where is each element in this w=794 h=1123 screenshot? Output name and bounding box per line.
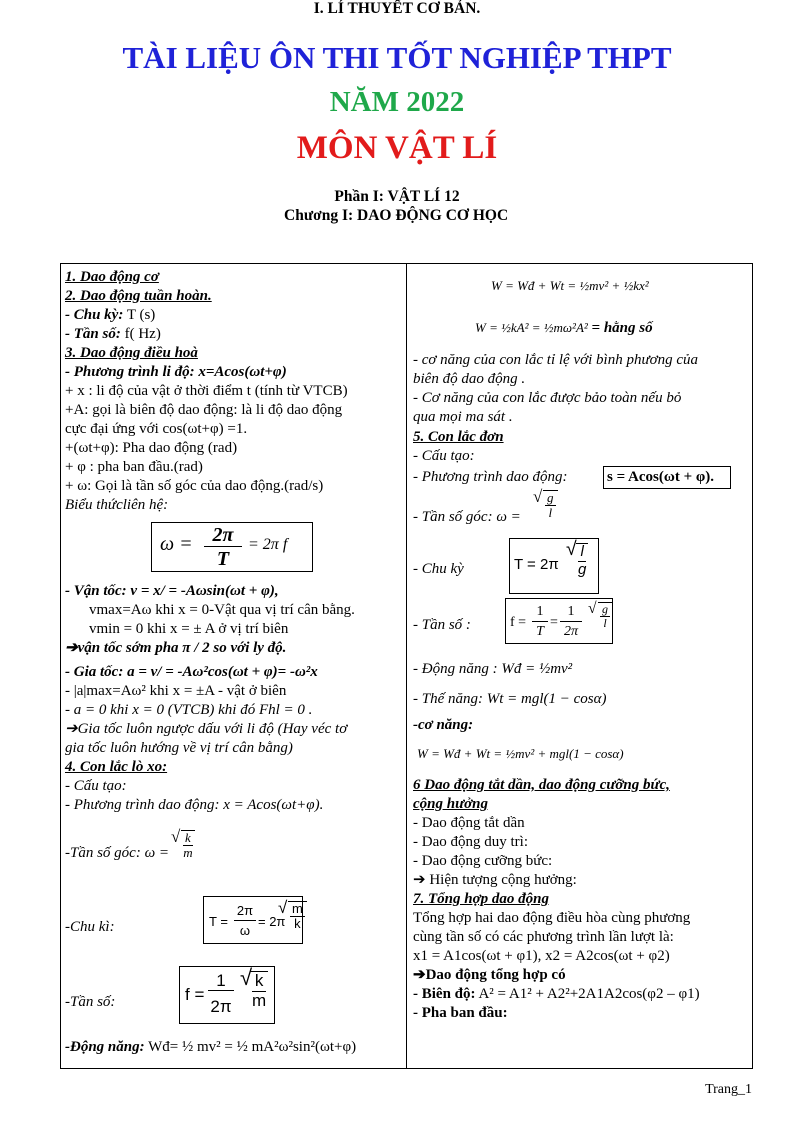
spring-kinetic-formula: Wđ= ½ mv² = ½ mA²ω²sin²(ωt+φ) (144, 1039, 357, 1055)
initial-phase-description: + φ : pha ban đầu.(rad) (65, 459, 203, 475)
chapter-heading: Chương I: DAO ĐỘNG CƠ HỌC (284, 207, 509, 224)
position-equation: - Phương trình li độ: x=Acos(ωt+φ) (65, 364, 287, 380)
subject-title: MÔN VẬT LÍ (296, 130, 498, 166)
pendulum-freq-l: l (603, 616, 607, 631)
spring-freq-den: 2π (210, 997, 232, 1016)
spring-freq-k: √ k (252, 972, 266, 992)
year-title: NĂM 2022 (329, 86, 465, 118)
omega-description: + ω: Gọi là tần số góc của dao động.(rad/s) (65, 478, 324, 494)
amplitude-line (413, 985, 700, 1004)
heading-6b: cộng hưởng (413, 796, 488, 812)
spring-kinetic-label: -Động năng: (65, 1039, 145, 1055)
heading-5: 5. Con lắc đơn (413, 429, 504, 445)
content-table (60, 263, 753, 1069)
omega-formula-rhs: = 2π f (248, 536, 288, 553)
heading-3: 3. Dao động điều hoà (65, 345, 198, 361)
energy-constant: = hằng số (587, 320, 653, 336)
damped-oscillation: - Dao động tắt dần (413, 815, 525, 831)
pendulum-freq-g: √ g (602, 602, 608, 616)
amplitude-label: - Biên độ: (413, 986, 476, 1002)
energy-note-4: qua mọi ma sát . (413, 409, 513, 425)
initial-phase-label: - Pha ban đầu: (413, 1005, 508, 1021)
spring-equation: - Phương trình dao động: x = Acos(ωt+φ). (65, 797, 324, 813)
document-title: TÀI LIỆU ÔN THI TỐT NGHIỆP THPT (122, 40, 672, 75)
pendulum-omega-l: l (548, 505, 553, 521)
pendulum-freq-one-2: 1 (560, 602, 582, 622)
sustained-oscillation: - Dao động duy trì: (413, 834, 528, 850)
omega-formula-den: T (216, 548, 230, 570)
spring-period-box (203, 896, 303, 944)
pendulum-freq-T: T (536, 624, 544, 639)
resonance: ➔ Hiện tượng cộng hưởng: (413, 872, 577, 888)
pendulum-omega-g: √ g (547, 490, 554, 505)
part-heading: Phần I: VẬT LÍ 12 (334, 188, 460, 205)
heading-1: 1. Dao động cơ (65, 269, 159, 285)
period-value: T (s) (123, 307, 156, 323)
omega-formula-box (151, 522, 313, 572)
x-description: + x : li độ của vật ở thời điểm t (tính từ VTCB) (65, 383, 348, 399)
heading-7: 7. Tổng hợp dao động (413, 891, 549, 907)
phase-description: +(ωt+φ): Pha dao động (rad) (65, 440, 238, 456)
spring-period-label: -Chu kì: (65, 919, 115, 935)
pendulum-equation-label: - Phương trình dao động: (413, 469, 568, 485)
superposition-text-1: Tổng hợp hai dao động điều hòa cùng phương (413, 910, 691, 926)
spring-omega-k: √ k (185, 830, 191, 845)
spring-omega-m: m (183, 845, 193, 861)
omega-formula-lhs: ω = (160, 533, 193, 555)
pendulum-freq-2pi: 2π (563, 624, 578, 639)
acceleration-line: - Gia tốc: a = v/ = -Aω²cos(ωt + φ)= -ω²x (65, 664, 318, 680)
pendulum-energy-label: -cơ năng: (413, 717, 474, 733)
spring-freq-box (179, 966, 275, 1024)
spring-freq-lhs: f = (185, 985, 205, 1004)
page-number: Trang_1 (705, 1082, 752, 1097)
vmax-line: vmax=Aω khi x = 0-Vật qua vị trí cân bằng. (89, 602, 355, 618)
amplitude-description-2: cực đại ứng với cos(ωt+φ) =1. (65, 421, 248, 437)
resultant-heading: ➔Dao động tổng hợp có (413, 967, 566, 983)
heading-6a: 6 Dao động tắt dần, dao động cưỡng bức, (413, 777, 670, 793)
vmin-line: vmin = 0 khi x = ± A ở vị trí biên (89, 621, 289, 637)
pendulum-structure: - Cấu tạo: (413, 448, 475, 464)
spring-freq-num: 1 (208, 971, 234, 991)
spring-period-mid: = 2π (258, 914, 286, 929)
spring-omega-label: -Tần số góc: ω = (65, 845, 170, 861)
pendulum-period-l: √ l (578, 544, 586, 562)
spring-omega-root (173, 830, 195, 861)
pendulum-freq-box (505, 598, 613, 644)
acceleration-note-1: ➔Gia tốc luôn ngược dấu với li độ (Hay véc tơ (65, 721, 348, 737)
omega-formula-num: 2π (204, 524, 242, 547)
amplitude-formula: A² = A1² + A2²+2A1A2cos(φ2 – φ1) (475, 986, 700, 1002)
pendulum-omega-label: - Tần số góc: ω = (413, 509, 521, 525)
pendulum-energy-formula: W = Wđ + Wt = ½mv² + mgl(1 − cosα) (417, 746, 624, 761)
superposition-equations: x1 = A1cos(ωt + φ1), x2 = A2cos(ωt + φ2) (413, 948, 670, 964)
energy-formula-2-expr: W = ½kA² = ½mω²A² (475, 320, 588, 335)
freq-line (65, 325, 161, 344)
section-heading: I. LÍ THUYẾT CƠ BẢN. (313, 0, 481, 17)
energy-note-1: - cơ năng của con lắc tỉ lệ với bình phương của (413, 352, 699, 368)
amplitude-description-1: +A: gọi là biên độ dao động: là li độ dao động (65, 402, 343, 418)
pendulum-period-lhs: T = 2π (514, 556, 559, 573)
velocity-lead-line: ➔vận tốc sớm pha π / 2 so với ly độ. (65, 640, 287, 656)
heading-2: 2. Dao động tuần hoàn. (65, 288, 212, 304)
pendulum-period-label: - Chu kỳ (413, 561, 464, 577)
energy-note-2: biên độ dao động . (413, 371, 526, 387)
pendulum-freq-lhs: f = (510, 615, 527, 630)
column-divider (406, 264, 407, 1068)
pendulum-equation-box: s = Acos(ωt + φ). (603, 466, 731, 489)
heading-4: 4. Con lắc lò xo: (65, 759, 168, 775)
spring-period-m: √ m (292, 901, 303, 916)
spring-period-lhs: T = (209, 914, 228, 929)
pendulum-kinetic: - Động năng : Wđ = ½mv² (413, 661, 573, 677)
acceleration-note-2: gia tốc luôn hướng về vị trí cân bằng) (65, 740, 293, 756)
pendulum-freq-label: - Tần số : (413, 617, 471, 633)
freq-label: - Tần số: (65, 326, 121, 342)
period-label: - Chu kỳ: (65, 307, 124, 323)
spring-structure: - Cấu tạo: (65, 778, 127, 794)
forced-oscillation: - Dao động cưỡng bức: (413, 853, 553, 869)
spring-freq-label: -Tần số: (65, 994, 116, 1010)
relation-label: Biểu thứcliên hệ: (65, 497, 169, 513)
pendulum-period-box (509, 538, 599, 594)
velocity-line: - Vận tốc: v = x/ = -Aωsin(ωt + φ), (65, 583, 279, 599)
amax-line: - |a|max=Aω² khi x = ±A - vật ở biên (65, 683, 287, 699)
pendulum-period-g: g (578, 560, 587, 578)
energy-formula-1: W = Wđ + Wt = ½mv² + ½kx² (491, 278, 649, 293)
freq-value: f( Hz) (120, 326, 161, 342)
pendulum-potential: - Thế năng: Wt = mgl(1 − cosα) (413, 691, 607, 707)
spring-period-num: 2π (234, 901, 256, 921)
spring-period-den: ω (239, 923, 251, 938)
spring-freq-m: m (252, 990, 267, 1010)
pendulum-freq-one: 1 (532, 602, 548, 622)
superposition-text-2: cùng tần số có các phương trình lần lượt là: (413, 929, 674, 945)
energy-formula-2 (475, 318, 653, 338)
spring-kinetic-line (65, 1038, 356, 1057)
spring-period-k: k (294, 916, 301, 932)
pendulum-freq-eq: = (550, 615, 558, 630)
energy-note-3: - Cơ năng của con lắc được bảo toàn nếu bỏ (413, 390, 682, 406)
period-line (65, 306, 155, 325)
azero-line: - a = 0 khi x = 0 (VTCB) khi đó Fhl = 0 . (65, 702, 313, 718)
pendulum-omega-root (535, 490, 558, 521)
